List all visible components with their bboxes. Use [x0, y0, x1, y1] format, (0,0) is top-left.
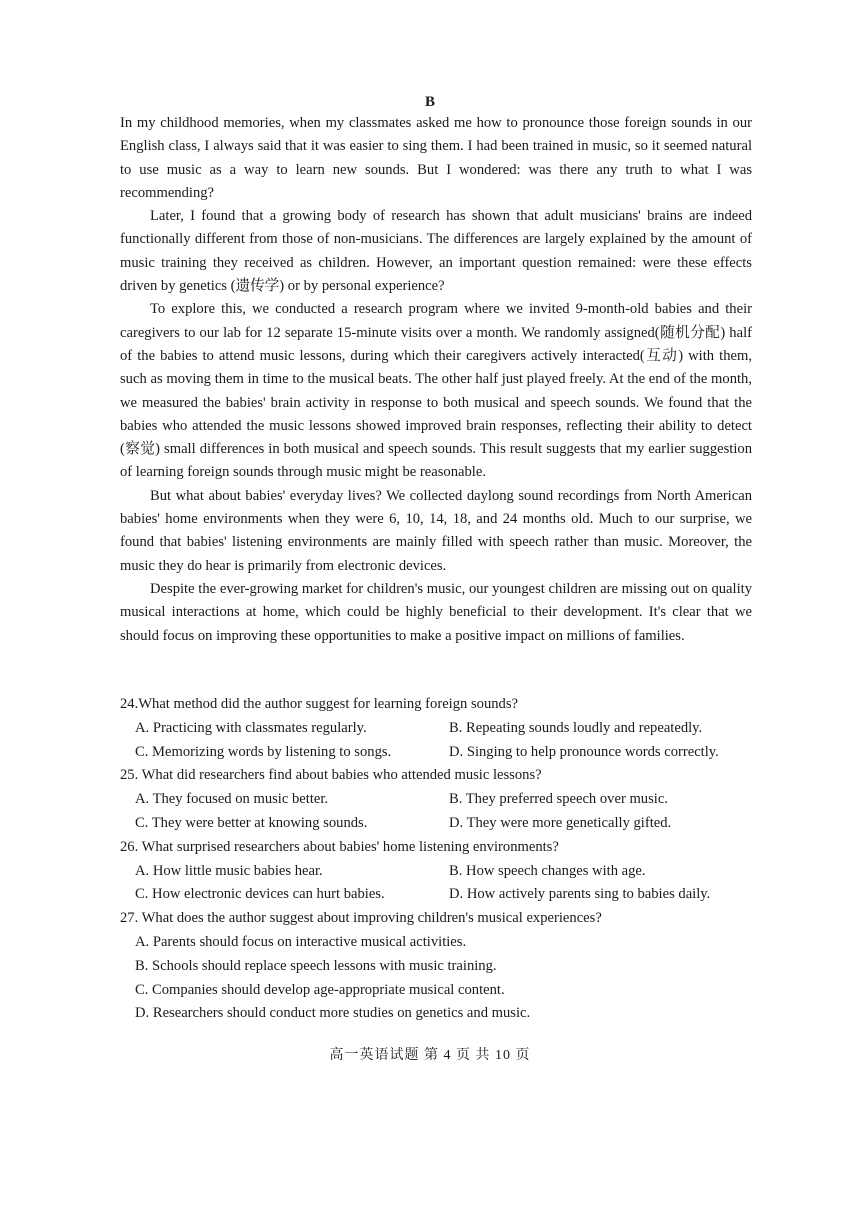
- question-stem: 25. What did researchers find about babies who attended music lessons?: [120, 767, 542, 784]
- option-b: B. Schools should replace speech lessons with music training.: [135, 957, 497, 974]
- option-a: A. Practicing with classmates regularly.: [135, 719, 367, 736]
- paragraph-3: To explore this, we conducted a research program where we invited 9-month-old babies and their caregivers to our lab for 12 separate 15-minute visits over a month. We randomly assigned(随机分配) half of the babies to attend music lessons, during which their caregivers actively interacted(互动) with them, such as moving them in time to the musical beats. The other half just played freely. At the end of the month, we measured the babies' brain activity in response to both musical and speech sounds. We found that the babies who attended the music lessons showed improved brain responses, reflecting their ability to detect (察觉) small differences in both musical and speech sounds. This result suggests that my earlier suggestion of learning foreign sounds through music might be reasonable.: [120, 301, 752, 481]
- option-b: B. They preferred speech over music.: [449, 791, 668, 808]
- question-26: [120, 836, 760, 907]
- paragraph-2: Later, I found that a growing body of research has shown that adult musicians' brains are indeed functionally different from those of non-musicians. The differences are largely explained by the amount of music training they received as children. However, an important question remained: were these effects driven by genetics (遗传学) or by personal experience?: [120, 208, 752, 295]
- option-c: C. They were better at knowing sounds.: [135, 814, 368, 831]
- question-stem: 26. What surprised researchers about babies' home listening environments?: [120, 838, 559, 855]
- option-list: [120, 931, 760, 1026]
- option-a: A. Parents should focus on interactive musical activities.: [135, 933, 467, 950]
- option-c: C. Memorizing words by listening to songs.: [135, 743, 392, 760]
- page-footer: 高一英语试题 第 4 页 共 10 页: [329, 1048, 531, 1063]
- option-d: D. They were more genetically gifted.: [449, 814, 672, 831]
- paragraph-5: Despite the ever-growing market for children's music, our youngest children are missing out on quality musical interactions at home, which could be highly beneficial to their development. It's clear that we should focus on improving these opportunities to make a positive impact on millions of families.: [120, 580, 752, 644]
- paragraph-1: In my childhood memories, when my classmates asked me how to pronounce those foreign sounds in our English class, I always said that it was easier to sing them. I had been trained in music, so it seemed natural to use music as a way to learn new sounds. But I wondered: was there any truth to what I was recommending?: [120, 115, 752, 201]
- option-b: B. Repeating sounds loudly and repeatedly.: [449, 719, 703, 736]
- question-list: [120, 693, 760, 1026]
- option-a: A. How little music babies hear.: [135, 862, 323, 879]
- option-c: C. How electronic devices can hurt babies.: [135, 886, 385, 903]
- option-d: D. Singing to help pronounce words correctly.: [449, 743, 719, 760]
- paragraph-4: But what about babies' everyday lives? We collected daylong sound recordings from North American babies' home environments when they were 6, 10, 14, 18, and 24 months old. Much to our surprise, we found that babies' listening environments are mainly filled with speech rather than music. Moreover, the music they do hear is primarily from electronic devices.: [120, 487, 752, 574]
- reading-passage: [120, 112, 752, 648]
- option-grid: [120, 717, 760, 765]
- option-d: D. Researchers should conduct more studies on genetics and music.: [135, 1005, 531, 1022]
- question-25: [120, 764, 760, 835]
- question-24: [120, 693, 760, 764]
- question-stem: 27. What does the author suggest about improving children's musical experiences?: [120, 910, 602, 927]
- option-c: C. Companies should develop age-appropriate musical content.: [135, 981, 505, 998]
- option-grid: [120, 788, 760, 836]
- question-27: [120, 907, 760, 1026]
- option-grid: [120, 860, 760, 908]
- question-stem: 24.What method did the author suggest for learning foreign sounds?: [120, 696, 518, 712]
- option-b: B. How speech changes with age.: [449, 862, 646, 879]
- section-heading: B: [424, 94, 435, 110]
- option-a: A. They focused on music better.: [135, 791, 329, 808]
- option-d: D. How actively parents sing to babies daily.: [449, 886, 711, 903]
